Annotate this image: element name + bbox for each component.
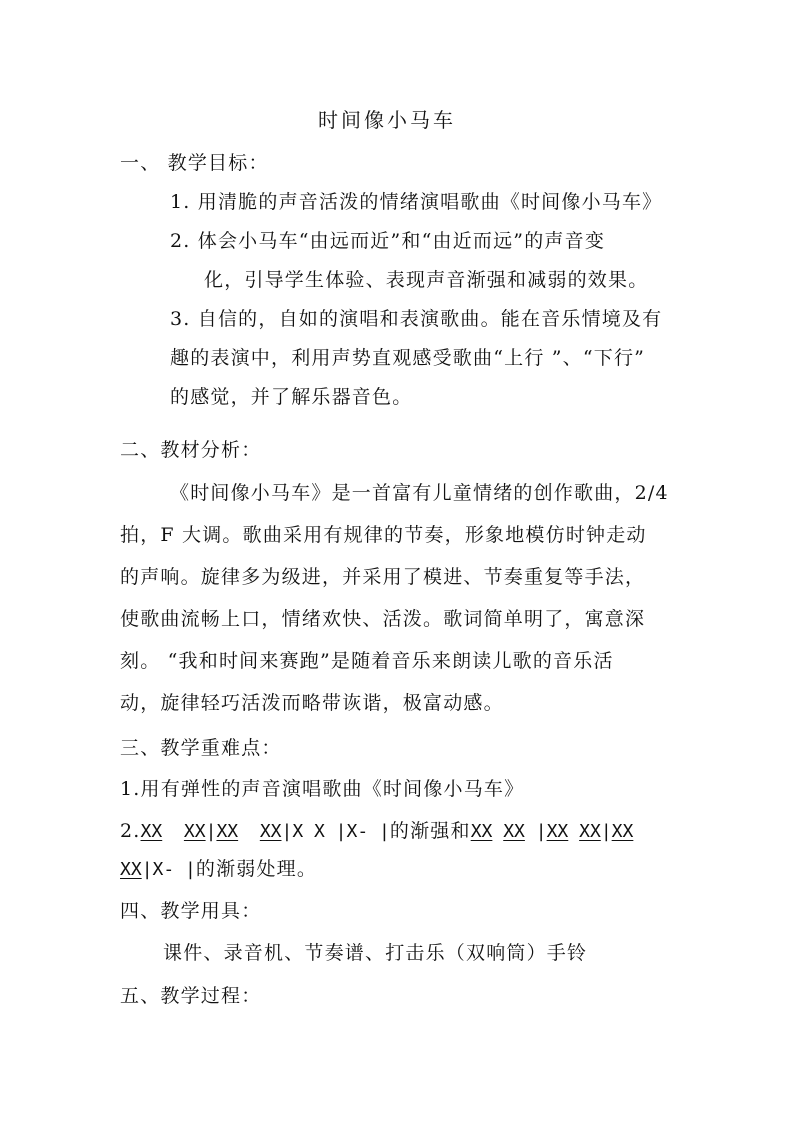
- objective-3-line-3: 的感觉，并了解乐器音色。: [170, 386, 413, 408]
- rhythm-notes: XX: [611, 821, 634, 842]
- decrescendo-text: 的渐弱处理。: [195, 858, 318, 880]
- keypoint-2-rhythm: [120, 818, 633, 845]
- barline: |: [600, 821, 612, 842]
- analysis-line-2: 拍，F 大调。歌曲采用有规律的节奏，形象地模仿时钟走动: [120, 524, 647, 546]
- analysis-line-4: 使歌曲流畅上口，情绪欢快、活泼。歌词简单明了，寓意深: [120, 608, 646, 630]
- rhythm-notes: XX: [579, 821, 601, 842]
- rhythm-notes: XX: [216, 821, 239, 842]
- keypoint-1: 1.用有弹性的声音演唱歌曲《时间像小马车》: [120, 778, 525, 800]
- section-5-heading: 五、教学过程：: [120, 985, 262, 1007]
- rhythm-notes: |X X |X- |: [281, 821, 390, 842]
- keypoint-2-prefix: 2.: [120, 820, 141, 842]
- barline: |: [205, 821, 217, 842]
- objective-3-line-1: 3. 自信的，自如的演唱和表演歌曲。能在音乐情境及有: [170, 308, 663, 330]
- rhythm-notes: XX: [259, 821, 282, 842]
- objective-2-line-2: 化，引导学生体验、表现声音渐强和减弱的效果。: [204, 269, 649, 291]
- objective-3-line-2: 趣的表演中，利用声势直观感受歌曲“上行 ”、“下行”: [170, 347, 646, 369]
- analysis-line-1: 《时间像小马车》是一首富有儿童情绪的创作歌曲，2/4: [170, 482, 669, 504]
- section-3-heading: 三、教学重难点：: [120, 737, 282, 759]
- objective-1: 1. 用清脆的声音活泼的情绪演唱歌曲《时间像小马车》: [170, 191, 663, 213]
- rhythm-notes: XX: [503, 821, 525, 842]
- crescendo-text: 的渐强和: [389, 820, 471, 842]
- teaching-tools: 课件、录音机、节奏谱、打击乐（双响筒）手铃: [163, 942, 588, 964]
- rhythm-notes: XX: [183, 821, 206, 842]
- section-4-heading: 四、教学用具：: [120, 900, 262, 922]
- objective-2-line-1: 2. 体会小马车“由远而近”和“由近而远”的声音变: [170, 230, 606, 252]
- section-1-heading: 一、 教学目标：: [120, 152, 269, 174]
- rhythm-notes: |X- |: [141, 859, 196, 880]
- rhythm-notes: XX: [470, 821, 493, 842]
- rhythm-notes: XX: [140, 821, 163, 842]
- barline: |: [535, 821, 547, 842]
- analysis-line-6: 动，旋律轻巧活泼而略带诙谐，极富动感。: [120, 692, 504, 714]
- rhythm-notes: XX: [120, 859, 142, 880]
- analysis-line-3: 的声响。旋律多为级进，并采用了模进、节奏重复等手法，: [120, 566, 646, 588]
- keypoint-2-rhythm-cont: [120, 856, 317, 883]
- rhythm-notes: XX: [546, 821, 569, 842]
- analysis-line-5: 刻。 “我和时间来赛跑”是随着音乐来朗读儿歌的音乐活: [120, 650, 614, 672]
- section-2-heading: 二、教材分析：: [120, 439, 262, 461]
- document-title: 时间像小马车: [318, 108, 456, 132]
